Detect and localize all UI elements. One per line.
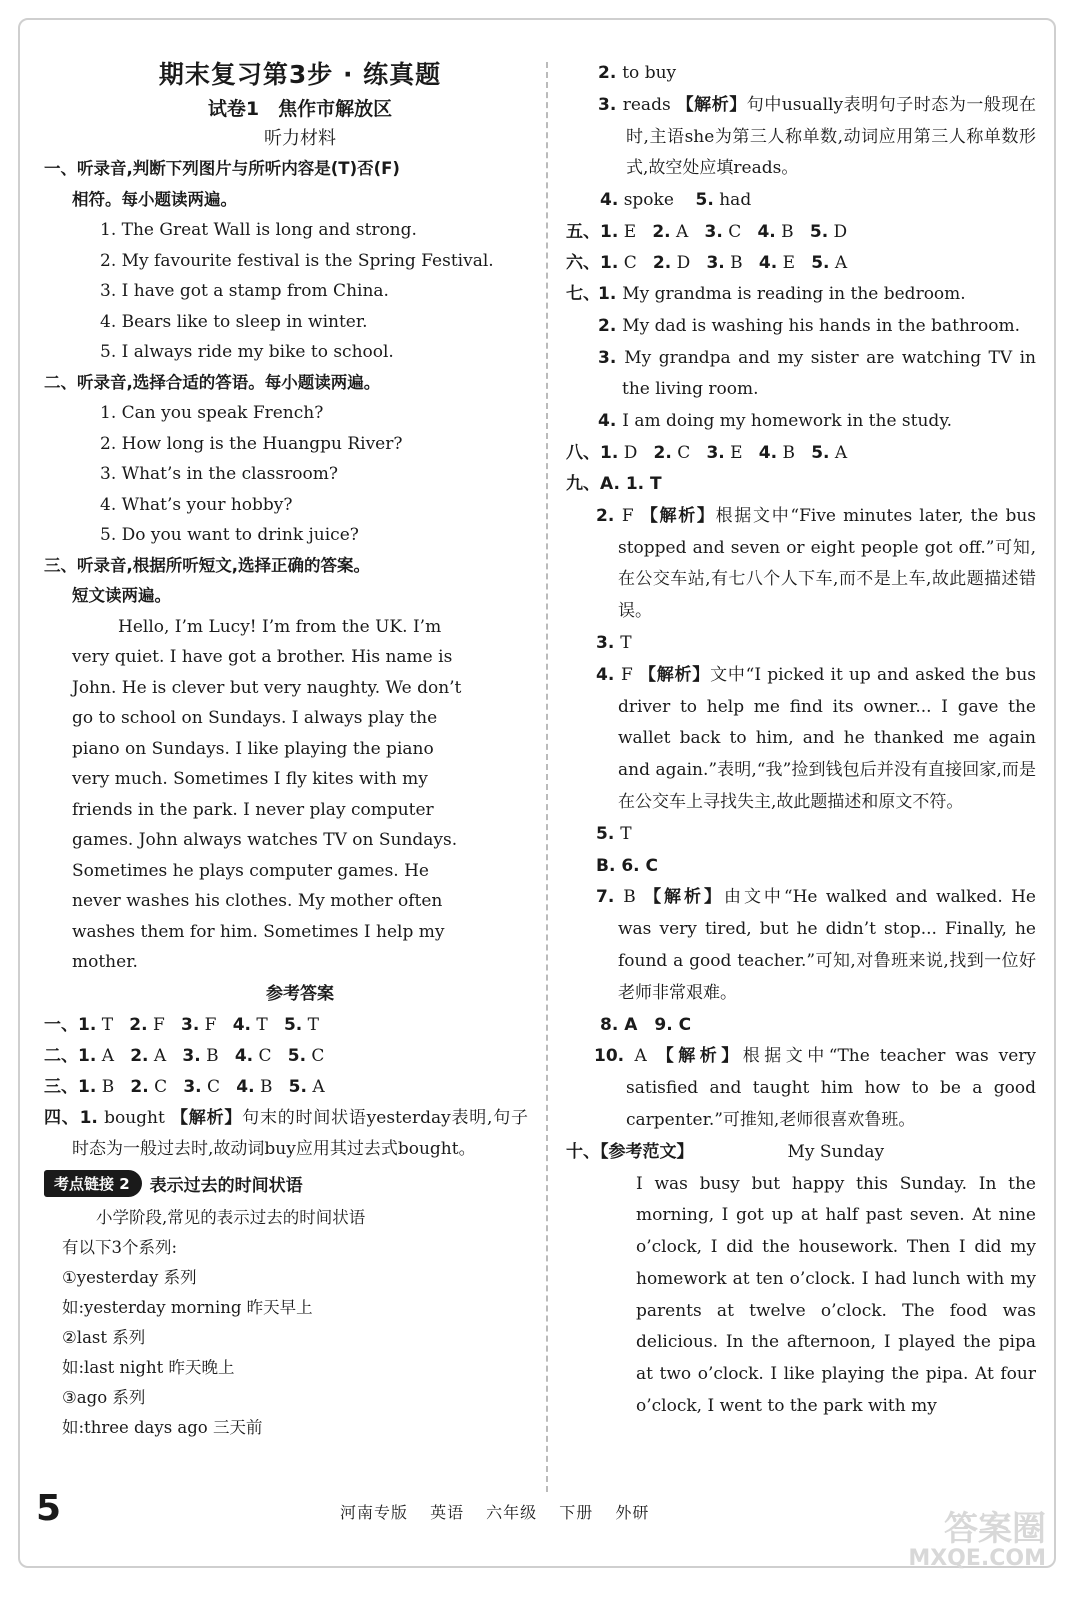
answer-item: 2. C: [653, 442, 707, 463]
answer-rows: [44, 1010, 528, 1103]
passage-line: mother.: [72, 952, 138, 972]
passage-line: never washes his clothes. My mother often: [72, 891, 443, 911]
knowledge-link-intro: 小学阶段,常见的表示过去的时间状语: [96, 1208, 366, 1228]
knowledge-link-line: ②last 系列: [62, 1328, 146, 1348]
knowledge-link-lines: [52, 1263, 528, 1443]
answer-item: 1. B: [78, 1076, 131, 1097]
listening-item: 2. How long is the Huangpu River?: [100, 433, 403, 454]
passage-line: very quiet. I have got a brother. His name is: [72, 647, 453, 667]
passage-line: John. He is clever but very naughty. We don’t: [72, 677, 462, 698]
q9-c-answers: [566, 1041, 1036, 1136]
page-footer: 河南专版 英语 六年级 下册 外研: [340, 1503, 650, 1522]
answer-item: 3. B: [182, 1045, 235, 1066]
answer-item: 1. A: [78, 1045, 131, 1066]
q7-answers: [566, 279, 1036, 438]
left-column: [44, 56, 529, 1443]
answer-item: 3. F: [180, 1014, 233, 1035]
q7-entry: 3. My grandpa and my sister are watching TV in the living room.: [598, 347, 1036, 400]
q9-8-9: 8. A 9. C: [600, 1014, 692, 1035]
listening-passage: [72, 612, 528, 978]
passage-line: piano on Sundays. I like playing the piano: [72, 738, 434, 759]
knowledge-link-line: ③ago 系列: [62, 1388, 146, 1408]
q7-entry: 1. My grandma is reading in the bedroom.: [598, 283, 966, 304]
listening-part-2-instruction: 二、听录音,选择合适的答语。每小题读两遍。: [44, 372, 381, 392]
answer-row: [44, 1010, 528, 1041]
answer-item: 5. A: [811, 252, 864, 273]
listening-item: 5. I always ride my bike to school.: [100, 342, 394, 362]
answer-entry: 2. to buy: [598, 63, 677, 83]
answer-row-label: 二、: [44, 1045, 78, 1066]
q9-answers: [566, 501, 1036, 851]
answer-rows-5-6: [566, 217, 1036, 279]
page-number: 5: [36, 1488, 62, 1529]
answer-item: 1. C: [600, 252, 653, 273]
q9-b-header: B. 6. C: [596, 855, 659, 876]
answer-item: 4. C: [234, 1045, 288, 1066]
answer-item: 5. T: [283, 1014, 336, 1035]
answer-item: 4. B: [757, 221, 810, 242]
answer-item: 5. A: [288, 1076, 341, 1097]
passage-line: games. John always watches TV on Sundays.: [72, 830, 458, 850]
answer-entry: 4. F 【解析】文中“I picked it up and asked the bus driver to help me find its owner... I gave the wallet back to him, and he thanked me again and again.”表明,“我”捡到钱包后并没有直接回家,而是在公交车上寻找失主,故此题描述和原文不符。: [596, 664, 1036, 812]
answer-item: 1. E: [600, 221, 653, 242]
answer-item: 2. D: [652, 252, 707, 273]
answer-item: 2. A: [652, 221, 705, 242]
listening-item: 3. What’s in the classroom?: [100, 464, 338, 484]
q9-header: 九、A. 1. T: [566, 473, 662, 494]
q7-entry: 4. I am doing my homework in the study.: [598, 411, 953, 432]
knowledge-link-line: ①yesterday 系列: [62, 1268, 197, 1288]
listening-item: 3. I have got a stamp from China.: [100, 281, 389, 301]
paper-subtitle: 试卷1 焦作市解放区: [207, 98, 393, 120]
answer-item: 1. D: [600, 442, 654, 463]
listening-part-1-items: [72, 215, 528, 368]
answer-row: [566, 438, 1036, 469]
knowledge-link-title: 表示过去的时间状语: [149, 1176, 303, 1197]
passage-line: friends in the park. I never play computer: [72, 799, 434, 820]
q4-answers-4-5: 4. spoke 5. had: [600, 190, 752, 211]
answer-item: 2. C: [130, 1076, 184, 1097]
answer-item: 5. A: [811, 442, 864, 463]
knowledge-link-line: 如:yesterday morning 昨天早上: [62, 1298, 313, 1318]
answer-item: 4. E: [758, 252, 812, 273]
knowledge-link-line: 如:last night 昨天晚上: [62, 1358, 235, 1378]
q9-b-answers: [566, 882, 1036, 1009]
q7-entry: 2. My dad is washing his hands in the bathroom.: [598, 315, 1021, 336]
listening-item: 1. The Great Wall is long and strong.: [100, 220, 417, 240]
answer-item: 5. C: [287, 1045, 341, 1066]
watermark: 答案圈 MXQE.COM: [908, 1509, 1046, 1571]
answer-item: 3. E: [706, 442, 759, 463]
answer-item: 1. T: [78, 1014, 130, 1035]
model-essay: I was busy but happy this Sunday. In the morning, I got up at half past seven. At nine o’clock, I did the housework. Then I did my homework at ten o’clock. I had lunch with my parents at twelve o’clock. The food was delicious. In the afternoon, I played the pipa at two o’clock. I like playing the pipa. At four o’clock, I went to the park with my: [636, 1173, 1036, 1417]
answers-title: 参考答案: [266, 983, 334, 1004]
column-divider: [546, 62, 548, 1492]
listening-part-3-instruction: 三、听录音,根据所听短文,选择正确的答案。 短文读两遍。: [44, 555, 371, 605]
answer-entry: 3. reads 【解析】句中usually表明句子时态为一般现在时,主语she为第三人称单数,动词应用第三人称单数形式,故空处应填reads。: [598, 94, 1036, 179]
answer-row-label: 三、: [44, 1076, 78, 1097]
knowledge-link-line: 如:three days ago 三天前: [62, 1418, 263, 1438]
answer-item: 4. B: [758, 442, 812, 463]
q10-header: 十、【参考范文】 My Sunday: [566, 1141, 885, 1162]
answer-row-label: 五、: [566, 221, 600, 242]
answer-item: 3. B: [706, 252, 759, 273]
q7-label: 七、: [566, 283, 600, 304]
answer-row: [566, 248, 1036, 279]
knowledge-link-intro-2: 有以下3个系列:: [62, 1238, 178, 1258]
listening-item: 4. What’s your hobby?: [100, 494, 293, 515]
answer-item: 5. D: [809, 221, 864, 242]
answer-entry: 3. T: [596, 632, 632, 653]
answer-item: 3. C: [704, 221, 758, 242]
listening-item: 1. Can you speak French?: [100, 403, 324, 423]
knowledge-link-header: [44, 1170, 528, 1197]
section-title: 听力材料: [264, 128, 336, 149]
passage-line: washes them for him. Sometimes I help my: [72, 921, 445, 942]
listening-part-1-instruction: 一、听录音,判断下列图片与所听内容是(T)否(F) 相符。每小题读两遍。: [44, 159, 400, 209]
essay-title: My Sunday: [787, 1141, 885, 1162]
page-title: 期末复习第3步 · 练真题: [158, 60, 442, 89]
passage-line: Sometimes he plays computer games. He: [72, 860, 429, 881]
answer-row-label: 八、: [566, 442, 600, 463]
answer-entry: 5. T: [596, 823, 632, 844]
answer-entry: 7. B 【解析】由文中“He walked and walked. He was very tired, but he didn’t stop... Finally, he found a good teacher.”可知,对鲁班来说,找到一位好老师非常艰难。: [596, 887, 1036, 1003]
q4-answer-1: 四、1. bought 【解析】句末的时间状语yesterday表明,句子时态为一般过去时,故动词buy应用其过去式bought。: [44, 1107, 529, 1160]
listening-item: 5. Do you want to drink juice?: [100, 525, 359, 545]
listening-item: 2. My favourite festival is the Spring Festival.: [100, 250, 494, 271]
answer-item: 2. F: [129, 1014, 181, 1035]
listening-part-2-items: [72, 398, 528, 551]
answer-item: 4. T: [232, 1014, 284, 1035]
right-column: [566, 58, 1036, 1423]
q8-answers: [566, 438, 1036, 469]
answer-row: [566, 217, 1036, 248]
answer-item: 4. B: [236, 1076, 289, 1097]
answer-item: 3. C: [183, 1076, 237, 1097]
knowledge-link-badge: 考点链接 2: [44, 1170, 142, 1197]
answer-entry: 10. A 【解析】根据文中“The teacher was very satisfied and taught him how to be a good carpenter.”可推知,老师很喜欢鲁班。: [594, 1046, 1036, 1130]
answer-entry: 2. F 【解析】根据文中“Five minutes later, the bus stopped and seven or eight people got off.”可知,在公交车站,有七八个人下车,而不是上车,故此题描述错误。: [596, 505, 1036, 622]
passage-line: Hello, I’m Lucy! I’m from the UK. I’m: [118, 616, 442, 637]
answer-row: [44, 1072, 528, 1103]
passage-line: go to school on Sundays. I always play the: [72, 708, 438, 728]
answer-row: [44, 1041, 528, 1072]
listening-item: 4. Bears like to sleep in winter.: [100, 311, 368, 332]
passage-line: very much. Sometimes I fly kites with my: [72, 769, 428, 789]
q4-answers-continued: [566, 58, 1036, 185]
answer-row-label: 六、: [566, 252, 600, 273]
answer-row-label: 一、: [44, 1014, 78, 1035]
answer-item: 2. A: [130, 1045, 183, 1066]
